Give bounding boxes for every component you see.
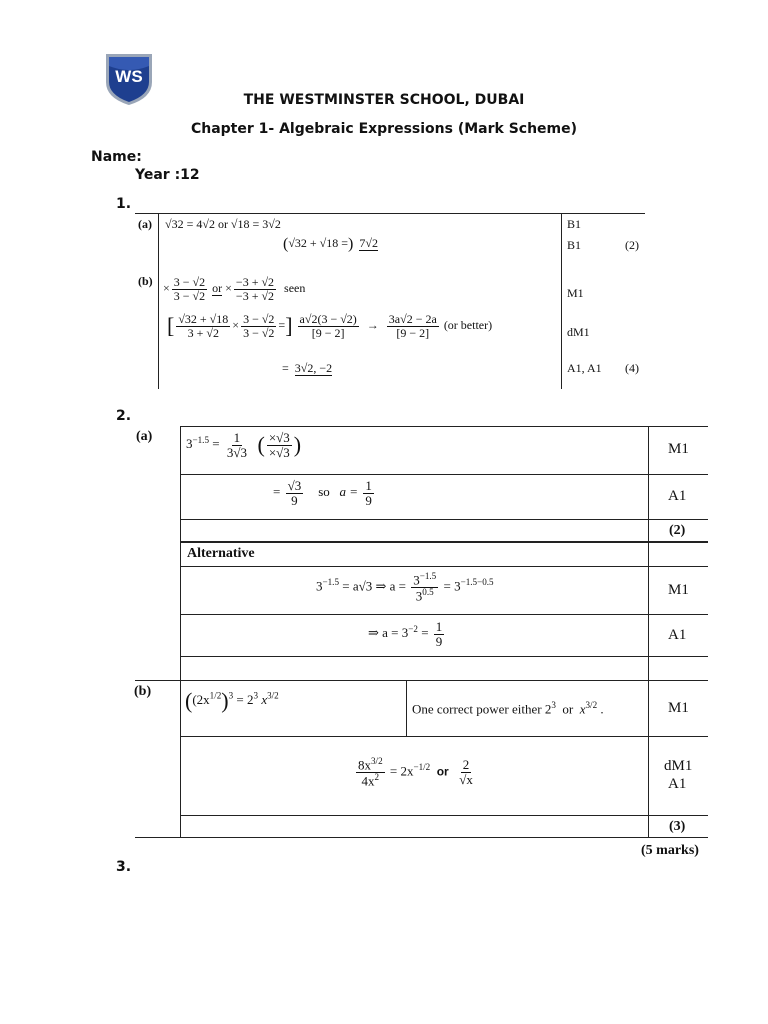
q2a-row1: $3^{-1.5}$ = $\frac{1}{3√3}$ ( $\frac{\times√3}{\times√3}$ ): [186, 430, 302, 460]
q2-alt-r2-num: 1: [435, 619, 443, 634]
q2b-comment-rule: [406, 680, 407, 736]
q1b-f1-num: 3 − √2: [173, 275, 206, 289]
q2-alt-r2-lhs: ⇒ a = 3: [368, 625, 409, 641]
q2b-r2-exp: −1/2: [413, 762, 431, 773]
q2b-comment-or: or: [562, 701, 574, 717]
q2-alt-den-exp: 0.5: [422, 586, 434, 597]
q2a-eq: =: [212, 436, 220, 452]
q2-left-rule: [180, 426, 181, 838]
q2-alt-row2: [368, 620, 446, 648]
q2-alt-r2-den: 9: [435, 633, 443, 649]
q1b-or: or: [212, 280, 223, 295]
q2-alt-rhs: = 3: [443, 578, 461, 594]
q2b-r2-den-exp: 2: [374, 771, 380, 782]
q2b-comment-x-exp: 3/2: [585, 700, 598, 710]
q2b-r2-eq: = 2x: [389, 763, 414, 779]
q1b-f5-num: a√2(3 − √2): [299, 312, 357, 326]
q1a-answer: 7√2: [359, 236, 378, 250]
q2a-a: a =: [339, 484, 359, 500]
q1a-mark2: B1: [567, 238, 582, 252]
q2a-mult-den: ×√3: [268, 444, 290, 460]
q2b-r2-num: 8x: [358, 757, 371, 773]
q2-alt-mark2: A1: [668, 627, 687, 643]
q1-top-rule: [135, 213, 645, 214]
logo-text: WS: [115, 67, 143, 86]
year-label: Year :12: [135, 167, 200, 183]
q2b-mark2: dM1: [664, 758, 693, 774]
q2-alt-r2-exp: −2: [408, 623, 418, 634]
q1b-mark3: A1, A1: [567, 361, 602, 375]
q2-rule: [135, 837, 708, 838]
q2-alt-num-exp: −1.5: [419, 571, 437, 581]
q2b-row2: [354, 757, 477, 788]
q1b-line2: [ $\frac{√32 + √18}{3 + √2}$ × $\frac{3 - √2}{3 - √2}$ =] $\frac{a√2(3 - √2)}{[9 - 2]}$ → $\frac{3a√2 - 2a}{[9 - 2]}$ (or better): [167, 312, 493, 340]
q2a-r2-eq: =: [273, 484, 281, 500]
q1b-f3-den: 3 + √2: [187, 325, 219, 340]
q1b-f2-num: −3 + √2: [235, 275, 275, 289]
q2-alt-mark1: M1: [668, 582, 689, 598]
q2-rule: [180, 614, 708, 615]
q2b-comment-end: .: [600, 701, 604, 717]
q1b-mark1: M1: [567, 286, 584, 300]
q2b-comment-x: x: [579, 701, 586, 717]
q2a-mark1: M1: [668, 441, 689, 457]
q2a-den: 3√3: [226, 444, 247, 460]
q1b-f4-den: 3 − √2: [243, 325, 275, 340]
q1b-mark2: dM1: [567, 325, 590, 339]
q2a-row2: [273, 479, 376, 507]
q2b-r2-num-exp: 3/2: [371, 756, 383, 766]
q2a-mult-num: ×√3: [268, 430, 290, 445]
q1b-f4-num: 3 − √2: [243, 312, 275, 326]
q2b-rhs-exp: 3: [253, 690, 259, 701]
q2b-expr-pow: 3: [228, 690, 234, 701]
q2-rule: [180, 541, 708, 543]
q1b-answer: 3√2, −2: [294, 361, 333, 375]
q1b-f1-den: 3 − √2: [173, 288, 206, 303]
q2a-r2-den: 9: [291, 492, 298, 508]
q2b-mark1: M1: [668, 700, 689, 716]
q1b-total: (4): [625, 361, 639, 375]
question-2-number: 2.: [116, 408, 132, 424]
q1b-arrow: →: [366, 317, 379, 332]
q1a-line1: √32 = 4√2 or √18 = 3√2: [165, 217, 281, 231]
q1a-line2: (√32 + √18 =) 7√2: [283, 235, 378, 253]
q2a-exp: −1.5: [192, 434, 209, 445]
q1b-f2-den: −3 + √2: [235, 288, 275, 303]
q2b-label: (b): [134, 684, 152, 699]
question-3-number: 3.: [116, 859, 132, 875]
q2b-r2-f-den: √x: [459, 771, 473, 787]
q2b-expr: (2x: [192, 691, 210, 707]
q2b-r2-f-num: 2: [462, 757, 470, 773]
q1b-label: (b): [138, 274, 153, 288]
q2-alt-r2-eq: =: [421, 625, 429, 641]
q1b-line3: [282, 361, 332, 376]
chapter-title: Chapter 1- Algebraic Expressions (Mark Scheme): [190, 121, 578, 137]
q2-rule: [180, 426, 708, 427]
q2-alt-num-base: 3: [413, 572, 420, 588]
q2-alternative-label: Alternative: [187, 546, 255, 561]
q2a-so: so: [318, 484, 330, 500]
q2b-row1-expression: ($(2x^{1/2})^3 = 2^3$ $x^{3/2}$: [185, 688, 279, 713]
q2-rule: [180, 519, 708, 520]
q1b-eq: =: [282, 361, 289, 375]
q1a-label: (a): [138, 217, 152, 231]
q2-rule: [180, 656, 708, 657]
q2b-rhs-x-exp: 3/2: [267, 690, 279, 701]
q2-alt-lhs: 3: [316, 578, 323, 594]
school-name: THE WESTMINSTER SCHOOL, DUBAI: [243, 92, 525, 108]
q2b-r2-or: or: [436, 764, 449, 779]
q2a-r2-num: √3: [287, 478, 302, 493]
q2a-base: 3: [186, 436, 193, 452]
q2-alt-den-base: 3: [415, 588, 423, 604]
q2b-r2-den: 4x: [361, 773, 375, 789]
q2a-mark2: A1: [668, 488, 687, 504]
q2-alt-mid: = a√3 ⇒ a =: [342, 578, 406, 594]
q2-mark-rule: [648, 426, 649, 838]
q2-rule: [180, 736, 708, 737]
q2b-comment-exp: 3: [551, 700, 556, 710]
q1a-mark1: B1: [567, 217, 582, 231]
q1a-total: (2): [625, 238, 639, 252]
q1b-f5-den: [9 − 2]: [311, 325, 345, 340]
q2b-comment-text: One correct power either 2: [412, 701, 552, 717]
q2b-expr-exp: 1/2: [209, 690, 222, 701]
q2a-label: (a): [136, 429, 153, 444]
name-label: Name:: [91, 149, 142, 165]
q2-total-marks: (5 marks): [641, 843, 699, 858]
question-1-number: 1.: [116, 196, 132, 212]
q1a-line2-lhs: √32 + √18 =: [288, 236, 349, 250]
q1b-f6-den: [9 − 2]: [396, 325, 430, 340]
q1b-f3-num: √32 + √18: [178, 312, 229, 326]
q2b-rhs-x: x: [261, 691, 268, 707]
q2b-mark3: A1: [668, 776, 687, 792]
q2b-total: (3): [669, 819, 686, 834]
q2-alt-row1: [316, 572, 494, 603]
q2b-comment: [412, 700, 604, 717]
q2-rule: [135, 680, 708, 681]
q1b-or-better: (or better): [443, 317, 493, 332]
q2-alt-exp: −1.5: [322, 577, 339, 588]
q1b-f6-num: 3a√2 − 2a: [388, 312, 437, 326]
q1b-line1: × $\frac{3 - √2}{3 - √2}$ or × $\frac{-3 + √2}{-3 + √2}$ seen: [163, 275, 306, 303]
q2a-num: 1: [233, 430, 241, 445]
q2a-a-den: 9: [365, 492, 372, 508]
q2-rule: [180, 566, 708, 567]
q2b-rhs: = 2: [236, 691, 254, 707]
q1b-seen: seen: [284, 280, 306, 295]
q1-left-rule: [158, 213, 159, 389]
q2-rule: [180, 815, 708, 816]
q2a-total: (2): [669, 523, 686, 538]
q2a-a-num: 1: [365, 478, 372, 493]
q2-rule: [180, 474, 708, 475]
q2-alt-rhs-exp: −1.5−0.5: [460, 577, 494, 588]
q1-mark-rule: [561, 213, 562, 389]
